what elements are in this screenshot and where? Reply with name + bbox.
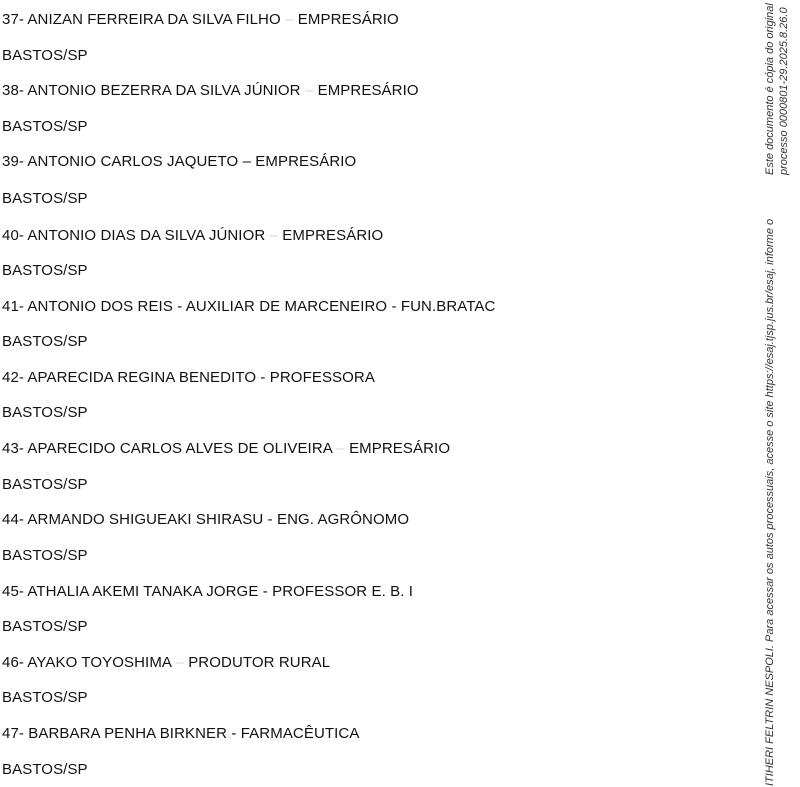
entry-city-line [2, 189, 88, 209]
entry-name: 45- ATHALIA AKEMI TANAKA JORGE [2, 583, 259, 600]
side-notice-line-3: ITIHERI FELTRIN NESPOLI. Para acessar os autos processuais, acesse o site https://esaj.tjsp.jus.br/esaj, informe o [764, 218, 776, 786]
entry-name: 38- ANTONIO BEZERRA DA SILVA JÚNIOR [2, 82, 301, 99]
entry-city-line [2, 617, 88, 637]
entry-separator: - [262, 583, 268, 600]
entry-name-line [2, 81, 419, 101]
entry-role: EMPRESÁRIO [317, 82, 419, 99]
entry-name: 37- ANIZAN FERREIRA DA SILVA FILHO [2, 11, 281, 28]
entry-separator: - [260, 369, 266, 386]
entry-city: BASTOS/SP [2, 689, 88, 706]
entry-separator: - [177, 298, 183, 315]
entry-role: PROFESSOR E. B. I [272, 583, 414, 600]
entry-city-line [2, 332, 88, 352]
entry-name: 46- AYAKO TOYOSHIMA [2, 654, 172, 671]
entry-name-line [2, 653, 330, 673]
entry-separator: - [267, 511, 273, 528]
entry-city-line [2, 546, 88, 566]
entry-city: BASTOS/SP [2, 761, 88, 778]
entry-name-line [2, 368, 375, 388]
entry-name-line [2, 439, 450, 459]
entry-city: BASTOS/SP [2, 190, 88, 207]
entry-name: 40- ANTONIO DIAS DA SILVA JÚNIOR [2, 227, 266, 244]
entry-separator: – [285, 11, 294, 28]
entry-name-line [2, 724, 359, 744]
entry-role: EMPRESÁRIO [282, 227, 384, 244]
entry-role: EMPRESÁRIO [349, 440, 451, 457]
entry-city: BASTOS/SP [2, 47, 88, 64]
entry-role: ENG. AGRÔNOMO [276, 511, 410, 528]
entry-city: BASTOS/SP [2, 404, 88, 421]
entry-city-line [2, 117, 88, 137]
entry-separator: – [304, 82, 314, 99]
entry-name-line [2, 582, 413, 602]
entry-separator: - [231, 725, 237, 742]
entry-city-line [2, 403, 88, 423]
entry-separator: – [242, 153, 252, 170]
entry-city-line [2, 261, 88, 281]
entry-city: BASTOS/SP [2, 262, 88, 279]
entry-name-line [2, 297, 495, 317]
entry-role: EMPRESÁRIO [297, 11, 399, 28]
entry-name: 42- APARECIDA REGINA BENEDITO [2, 369, 257, 386]
entry-role: FARMACÊUTICA [240, 725, 360, 742]
entry-name: 39- ANTONIO CARLOS JAQUETO [2, 153, 239, 170]
entry-name-line [2, 152, 356, 172]
entry-name: 43- APARECIDO CARLOS ALVES DE OLIVEIRA [2, 440, 333, 457]
entry-city: BASTOS/SP [2, 476, 88, 493]
entry-city: BASTOS/SP [2, 547, 88, 564]
entry-role: PRODUTOR RURAL [188, 654, 331, 671]
entry-separator: – [269, 227, 279, 244]
entry-city-line [2, 688, 88, 708]
entry-city: BASTOS/SP [2, 118, 88, 135]
entry-name-line [2, 10, 399, 30]
entry-name: 44- ARMANDO SHIGUEAKI SHIRASU [2, 511, 264, 528]
entry-city-line [2, 760, 88, 780]
entry-city: BASTOS/SP [2, 333, 88, 350]
entry-city: BASTOS/SP [2, 618, 88, 635]
entry-name: 41- ANTONIO DOS REIS [2, 298, 173, 315]
entry-separator: – [175, 654, 184, 671]
entry-role: PROFESSORA [269, 369, 375, 386]
side-notice-line-1: Este documento é cópia do original [764, 3, 776, 175]
entry-name: 47- BARBARA PENHA BIRKNER [2, 725, 228, 742]
entry-role: AUXILIAR DE MARCENEIRO - FUN.BRATAC [185, 298, 496, 315]
entry-name-line [2, 226, 383, 246]
entry-name-line [2, 510, 409, 530]
side-notice-line-2: processo 0000801-29.2025.8.26.0 [778, 7, 790, 175]
entry-separator: – [336, 440, 345, 457]
entry-city-line [2, 46, 88, 66]
entry-city-line [2, 475, 88, 495]
entry-role: EMPRESÁRIO [255, 153, 357, 170]
